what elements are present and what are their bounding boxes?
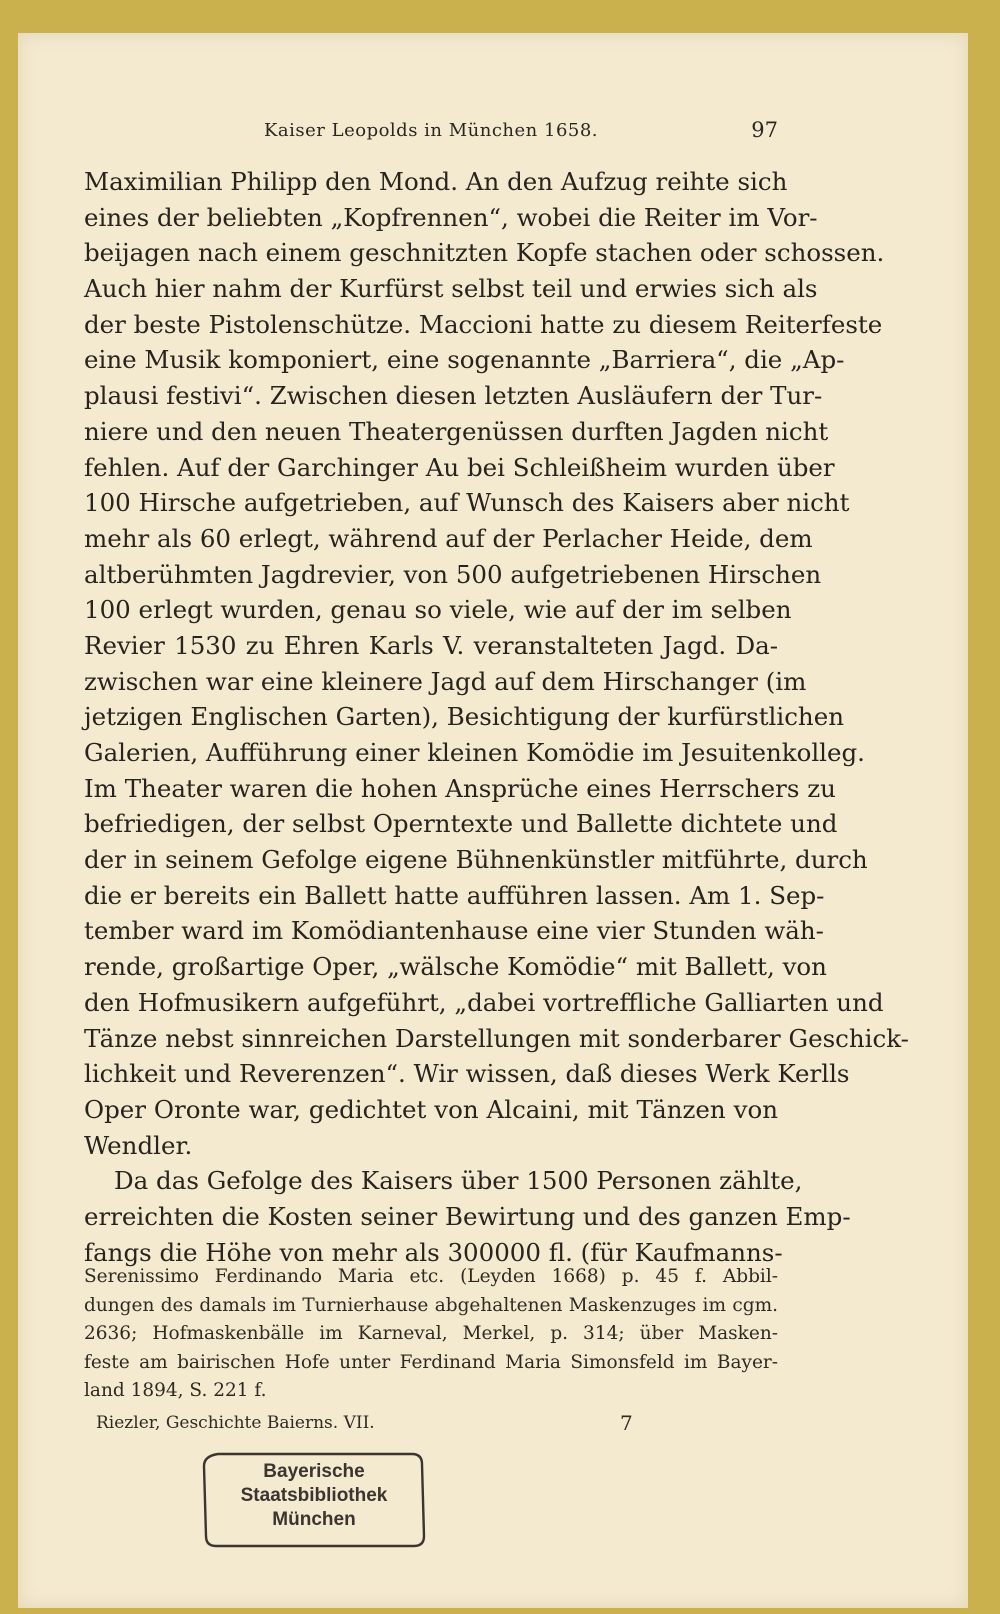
signature-line	[84, 1413, 778, 1441]
text-line: niere und den neuen Theatergenüssen durften Jagden nicht	[84, 416, 829, 446]
text-line: mehr als 60 erlegt, während auf der Perlacher Heide, dem	[84, 523, 813, 553]
text-line: Revier 1530 zu Ehren Karls V. veranstalteten Jagd. Da-	[84, 630, 778, 660]
footnote-line: Serenissimo Ferdinando Maria etc. (Leyden 1668) p. 45 f. Abbil-	[84, 1266, 778, 1287]
text-line: der beste Pistolenschütze. Maccioni hatte zu diesem Reiterfeste	[84, 309, 883, 339]
text-line: erreichten die Kosten seiner Bewirtung und des ganzen Emp-	[84, 1201, 851, 1231]
text-line: rende, großartige Oper, „wälsche Komödie“ mit Ballett, von	[84, 952, 827, 982]
stamp-line-3: München	[272, 1509, 356, 1530]
footnote-line: 2636; Hofmaskenbälle im Karneval, Merkel, p. 314; über Masken-	[84, 1323, 778, 1345]
text-line: Maximilian Philipp den Mond. An den Aufzug reihte sich	[84, 167, 788, 196]
stamp-line-2: Staatsbibliothek	[240, 1485, 388, 1506]
text-line: 100 Hirsche aufgetrieben, auf Wunsch des Kaisers aber nicht	[84, 488, 850, 518]
printer-signature: Riezler, Geschichte Baierns. VII.	[96, 1413, 375, 1433]
text-line: Im Theater waren die hohen Ansprüche eines Herrschers zu	[84, 773, 836, 803]
footnote	[84, 1263, 778, 1406]
sheet-number: 7	[620, 1411, 633, 1435]
text-line: Wendler.	[84, 1130, 193, 1160]
text-line: Tänze nebst sinnreichen Darstellungen mit sonderbarer Geschick-	[84, 1023, 909, 1053]
body-text	[84, 164, 909, 1270]
text-line: beijagen nach einem geschnitzten Kopfe stachen oder schossen.	[84, 238, 885, 268]
page-number: 97	[751, 118, 778, 142]
running-header	[84, 120, 778, 150]
text-line: fangs die Höhe von mehr als 300000 fl. (für Kaufmanns-	[84, 1237, 783, 1267]
text-line: Oper Oronte war, gedichtet von Alcaini, mit Tänzen von	[84, 1094, 778, 1124]
text-line: 100 erlegt wurden, genau so viele, wie auf der im selben	[84, 595, 792, 625]
text-line: fehlen. Auf der Garchinger Au bei Schleißheim wurden über	[84, 452, 835, 482]
footnote-line: feste am bairischen Hofe unter Ferdinand Maria Simonsfeld im Bayer-	[84, 1351, 778, 1373]
text-line: eines der beliebten „Kopfrennen“, wobei die Reiter im Vor-	[84, 202, 818, 232]
footnote-line: land 1894, S. 221 f.	[84, 1380, 267, 1402]
text-line: eine Musik komponiert, eine sogenannte „Barriera“, die „Ap-	[84, 345, 845, 375]
stamp-line-1: Bayerische	[263, 1461, 365, 1482]
library-stamp	[200, 1448, 428, 1552]
text-line: die er bereits ein Ballett hatte aufführen lassen. Am 1. Sep-	[84, 880, 825, 910]
text-line: plausi festivi“. Zwischen diesen letzten Ausläufern der Tur-	[84, 381, 823, 411]
text-line: altberühmten Jagdrevier, von 500 aufgetriebenen Hirschen	[84, 559, 822, 589]
text-line: der in seinem Gefolge eigene Bühnenkünstler mitführte, durch	[84, 845, 868, 875]
text-line: Auch hier nahm der Kurfürst selbst teil und erwies sich als	[84, 274, 818, 304]
text-line: zwischen war eine kleinere Jagd auf dem Hirschanger (im	[84, 666, 807, 696]
text-line: Galerien, Aufführung einer kleinen Komödie im Jesuitenkolleg.	[84, 738, 865, 767]
text-line: den Hofmusikern aufgeführt, „dabei vortreffliche Galliarten und	[84, 987, 884, 1017]
text-line: lichkeit und Reverenzen“. Wir wissen, daß dieses Werk Kerlls	[84, 1059, 850, 1089]
text-line: jetzigen Englischen Garten), Besichtigung der kurfürstlichen	[84, 702, 844, 732]
text-line: tember ward im Komödiantenhause eine vier Stunden wäh-	[84, 916, 824, 946]
text-line: befriedigen, der selbst Operntexte und Ballette dichtete und	[84, 809, 838, 839]
running-title: Kaiser Leopolds in München 1658.	[263, 120, 599, 141]
footnote-line: dungen des damals im Turnierhause abgehaltenen Maskenzuges im cgm.	[84, 1294, 778, 1316]
text-line: Da das Gefolge des Kaisers über 1500 Personen zählte,	[114, 1166, 803, 1196]
